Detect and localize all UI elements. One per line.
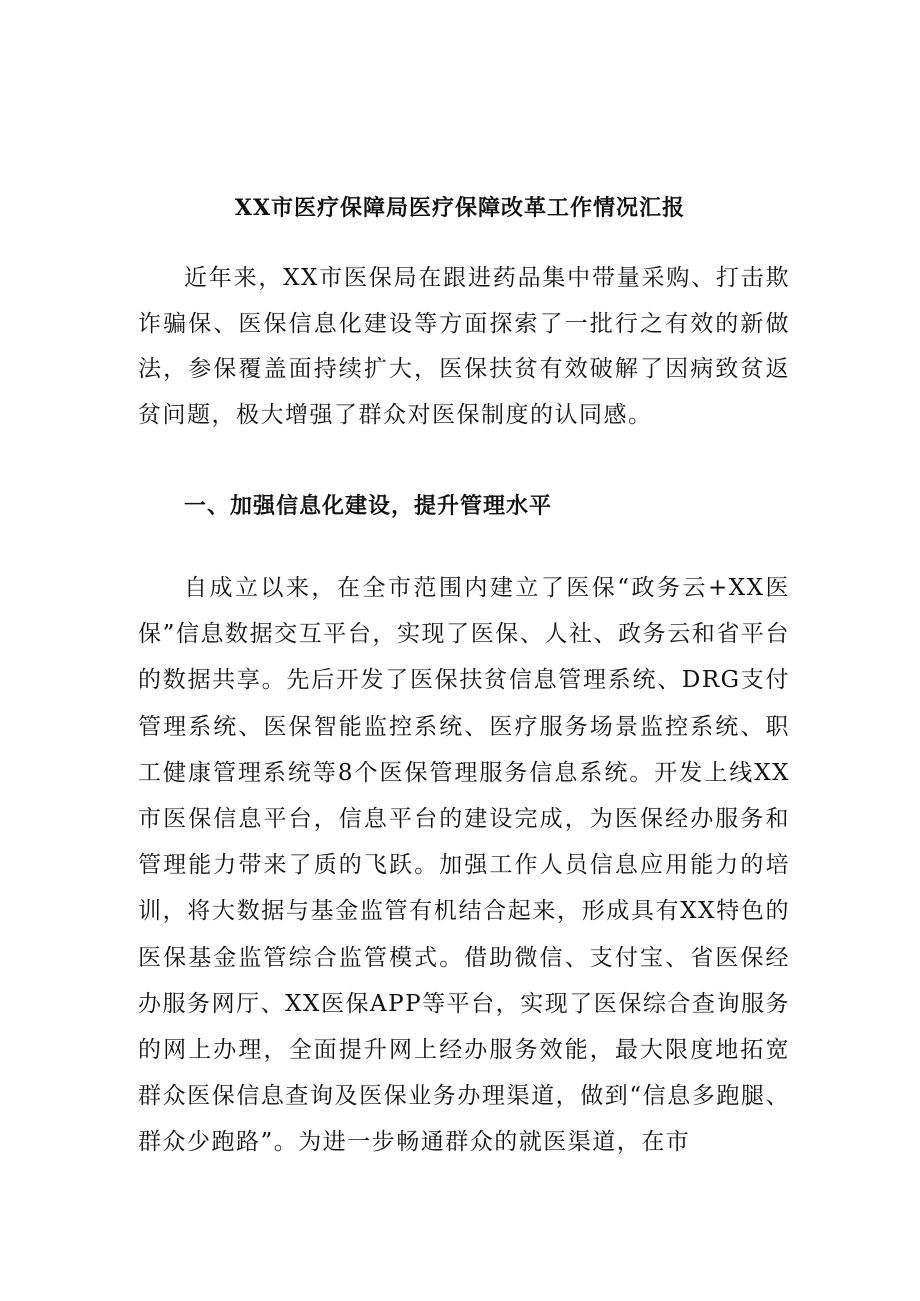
- document-title: XX市医疗保障局医疗保障改革工作情况汇报: [234, 195, 686, 221]
- section-body-paragraph: 自成立以来，在全市范围内建立了医保“政务云+XX医保”信息数据交互平台，实现了医保、人社、政务云和省平台的数据共享。先后开发了医保扶贫信息管理系统、DRG支付管理系统、医保智能监控系统、医疗服务场景监控系统、职工健康管理系统等8个医保管理服务信息系统。开发上线XX市医保信息平台，信息平台的建设完成，为医保经办服务和管理能力带来了质的飞跃。加强工作人员信息应用能力的培训，将大数据与基金监管有机结合起来，形成具有XX特色的医保基金监管综合监管模式。借助微信、支付宝、省医保经办服务网厅、XX医保APP等平台，实现了医保综合查询服务的网上办理，全面提升网上经办服务效能，最大限度地拓宽群众医保信息查询及医保业务办理渠道，做到“信息多跑腿、群众少跑路”。为进一步畅通群众的就医渠道，在市: [138, 575, 790, 1156]
- section-heading: 一、加强信息化建设，提升管理水平: [184, 493, 553, 519]
- intro-paragraph: 近年来，XX市医保局在跟进药品集中带量采购、打击欺诈骗保、医保信息化建设等方面探索了一批行之有效的新做法，参保覆盖面持续扩大，医保扶贫有效破解了因病致贫返贫问题，极大增强了群众对医保制度的认同感。: [138, 265, 790, 428]
